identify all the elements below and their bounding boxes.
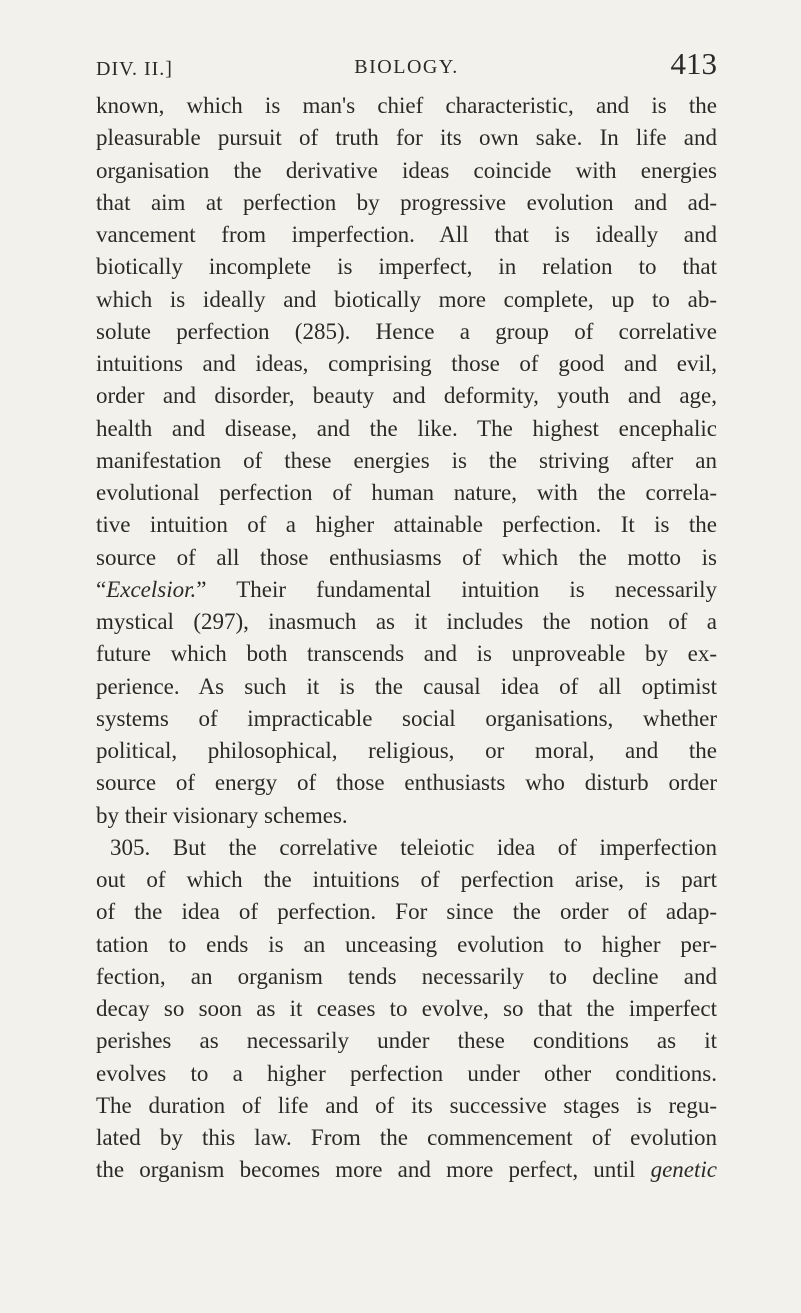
text-line (96, 574, 717, 606)
text-line: out of which the intuitions of perfection arise, is part (96, 867, 717, 892)
text-line: fection, an organism tends necessarily to decline and (96, 963, 717, 989)
text-line: health and disease, and the like. The highest encephalic (96, 415, 717, 441)
italic-motto: Excelsior. (106, 576, 197, 602)
text-line: solute perfection (285). Hence a group of correlative (96, 318, 717, 344)
text-line: tation to ends is an unceasing evolution to higher per- (96, 931, 717, 957)
line-prefix: “ (96, 576, 107, 602)
text-line: known, which is man's chief characteristic, and is the (96, 93, 717, 118)
text-line: future which both transcends and is unproveable by ex- (96, 641, 717, 667)
text-line: The duration of life and of its successive stages is regu- (96, 1092, 717, 1118)
line-prefix: the organism becomes more and more perfect, until (96, 1157, 651, 1183)
text-line: decay so soon as it ceases to evolve, so that the imperfect (96, 996, 717, 1021)
text-line: pleasurable pursuit of truth for its own sake. In life and (96, 125, 717, 151)
text-line: evolutional perfection of human nature, with the correla- (96, 480, 717, 505)
text-line: of the idea of perfection. For since the order of adap- (96, 899, 717, 925)
text-line: which is ideally and biotically more complete, up to ab- (96, 286, 717, 312)
text-line (96, 1154, 717, 1186)
text-line: tive intuition of a higher attainable perfection. It is the (96, 512, 717, 538)
text-line: perishes as necessarily under these conditions as it (96, 1028, 717, 1054)
line-suffix: ” Their fundamental intuition is necessarily (196, 576, 717, 602)
running-head (96, 40, 717, 90)
text-line: perience. As such it is the causal idea of all optimist (96, 673, 717, 699)
text-line: that aim at perfection by progressive evolution and ad- (96, 189, 717, 215)
text-line: intuitions and ideas, comprising those of good and evil, (96, 351, 717, 376)
text-line: manifestation of these energies is the striving after an (96, 447, 717, 473)
division-label: DIV. II.] (96, 58, 173, 80)
italic-term: genetic (650, 1157, 717, 1183)
text-line: lated by this law. From the commencement of evolution (96, 1125, 717, 1150)
text-line: organisation the derivative ideas coincide with energies (96, 157, 717, 183)
text-line: political, philosophical, religious, or moral, and the (96, 738, 717, 763)
section-title: BIOLOGY. (354, 56, 459, 78)
body-text (96, 90, 717, 1187)
page-number: 413 (670, 46, 717, 81)
section-305-start: 305. But the correlative teleiotic idea of imperfection (110, 834, 717, 860)
text-line: evolves to a higher perfection under other conditions. (96, 1060, 717, 1086)
text-line: vancement from imperfection. All that is ideally and (96, 222, 717, 247)
text-line: biotically incomplete is imperfect, in relation to that (96, 254, 717, 280)
paragraph-end-line: by their visionary schemes. (96, 802, 348, 828)
text-line: source of all those enthusiasms of which the motto is (96, 544, 717, 570)
text-line: source of energy of those enthusiasts who disturb order (96, 770, 717, 796)
text-line: mystical (297), inasmuch as it includes the notion of a (96, 609, 717, 634)
text-line: systems of impracticable social organisations, whether (96, 705, 717, 731)
text-line: order and disorder, beauty and deformity, youth and age, (96, 383, 717, 409)
